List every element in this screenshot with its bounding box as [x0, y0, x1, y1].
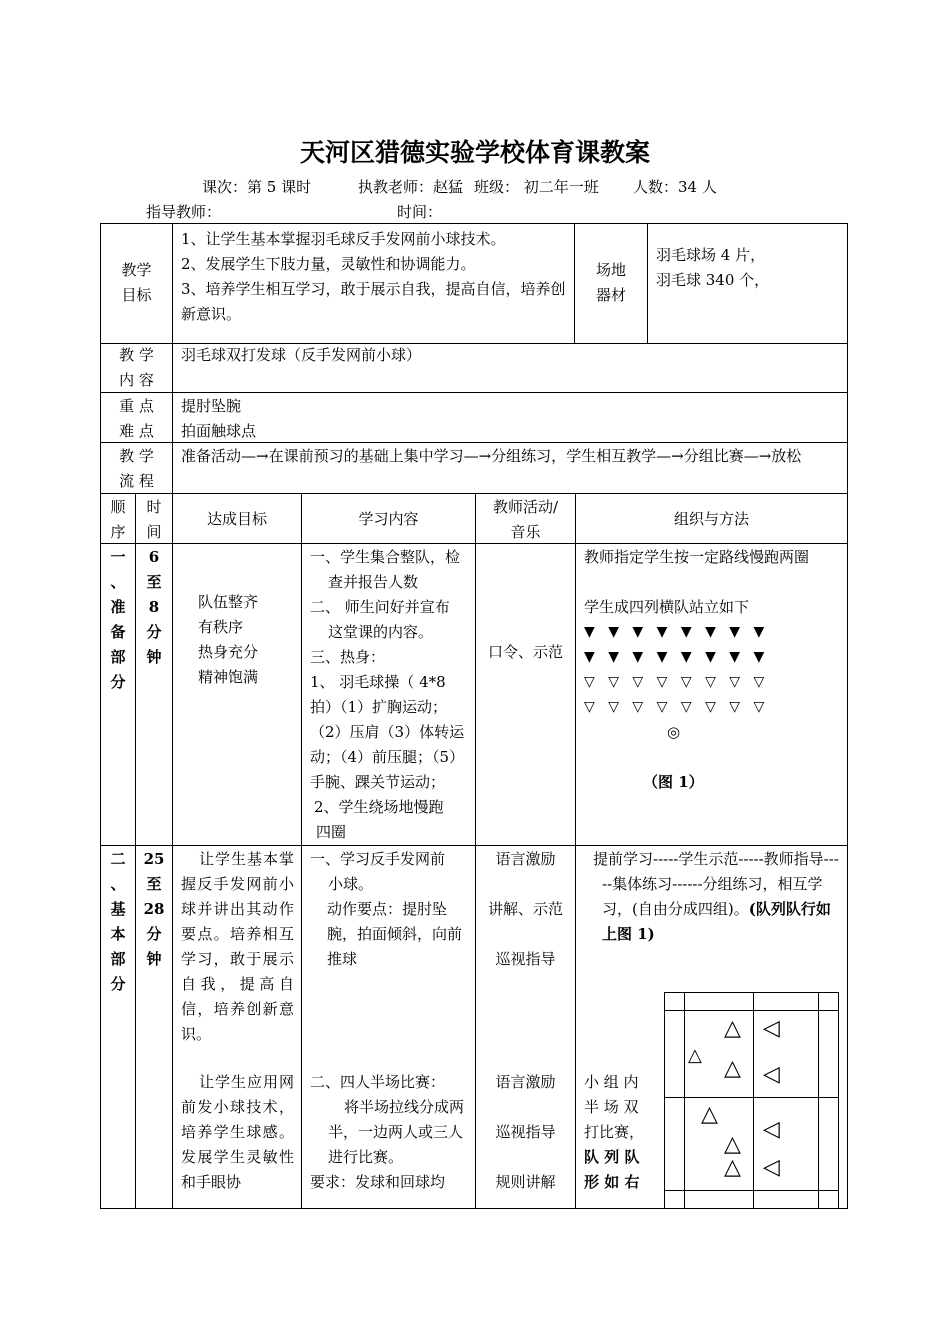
part1-learn	[310, 545, 470, 845]
learn-line: 二、 师生问好并宣布	[310, 598, 450, 616]
part2-org-text	[584, 847, 842, 947]
header-learn: 学习内容	[358, 510, 419, 528]
player-triangle-icon: △	[701, 1102, 718, 1127]
teacher-name: 执教老师：赵猛	[358, 178, 464, 196]
lesson-number: 课次：第 5 课时	[202, 178, 312, 196]
class-name: 班级： 初二年一班	[474, 178, 599, 196]
learn-line: 手腕、踝关节运动；	[310, 773, 446, 791]
learn-line: 动；（4）前压腿；（5）	[310, 748, 465, 766]
part2-learn2-title: 二、四人半场比赛：	[310, 1073, 446, 1091]
part2-teacher-1: 语言激励	[495, 850, 556, 868]
part2-goal2: 让学生应用网前发小球技术，培养学生球感。发展学生灵敏性和手眼协	[181, 1073, 294, 1191]
learn-line: 一、学生集合整队，检	[310, 548, 461, 566]
key-label: 重 点 难 点	[119, 397, 154, 440]
learn-line: （2）压肩（3）体转运	[310, 723, 465, 741]
goal-item: 1、让学生基本掌握羽毛球反手发网前小球技术。	[181, 230, 506, 248]
goal-item: 2、发展学生下肢力量，灵敏性和协调能力。	[181, 255, 476, 273]
formation-row-filled: ▼ ▼ ▼ ▼ ▼ ▼ ▼ ▼	[584, 649, 769, 665]
player-triangle-icon: △	[724, 1132, 741, 1157]
venue-equipment: 羽毛球场 4 片， 羽毛球 340 个，	[656, 246, 770, 289]
part1-goals: 队伍整齐 有秩序 热身充分 精神饱满	[198, 593, 259, 686]
player-left-triangle-icon: ◁	[763, 1117, 780, 1142]
learn-line: 拍）（1）扩胸运动；	[310, 698, 448, 716]
part1-name: 一 、 准 备 部 分	[110, 548, 126, 691]
student-count: 人数：34 人	[633, 178, 717, 196]
header-org: 组织与方法	[673, 510, 749, 528]
lesson-time: 时间：	[397, 203, 443, 221]
part2-org-side-bold: 队 列 队 形 如 右	[584, 1148, 640, 1191]
page-title: 天河区猎德实验学校体育课教案	[299, 138, 650, 167]
part2-org-side: 小 组 内 半 场 双 打比赛，	[584, 1073, 645, 1141]
learn-line: 三、热身：	[310, 648, 386, 666]
part2-teacher-3: 巡视指导	[495, 950, 556, 968]
learn-line: 查并报告人数	[328, 573, 419, 591]
formation-row-filled: ▼ ▼ ▼ ▼ ▼ ▼ ▼ ▼	[584, 624, 769, 640]
player-triangle-icon: △	[724, 1056, 741, 1081]
part1-time: 6 至 8 分 钟	[146, 548, 162, 666]
part2-time: 25 至 28 分 钟	[143, 850, 165, 968]
part2-teacher-6: 规则讲解	[495, 1173, 556, 1191]
teacher-position-icon: ◎	[667, 723, 681, 741]
org-method: 提前学习-----学生示范-----教师指导-----集体练习------分组练习，相互学习，(自由分成四组)。	[593, 850, 839, 918]
part1-teacher: 口令、示范	[487, 643, 563, 661]
part2-teacher-2: 讲解、示范	[487, 900, 563, 918]
goals-list	[181, 227, 571, 327]
flow-content: 准备活动—→在课前预习的基础上集中学习—→分组练习，学生相互教学—→分组比赛—→放松	[181, 447, 802, 465]
key-text: 提肘坠腕 拍面触球点	[181, 397, 257, 440]
formation-row-empty: ▽ ▽ ▽ ▽ ▽ ▽ ▽ ▽	[584, 699, 769, 715]
learn-line: 四圈	[316, 823, 347, 841]
learn-line: 这堂课的内容。	[328, 623, 434, 641]
part2-name: 二 、 基 本 部 分	[110, 850, 126, 993]
player-triangle-icon: △	[724, 1155, 741, 1180]
part2-teacher-4: 语言激励	[495, 1073, 556, 1091]
header-teacher: 教师活动/ 音乐	[492, 498, 559, 541]
formation-row-empty: ▽ ▽ ▽ ▽ ▽ ▽ ▽ ▽	[584, 674, 769, 690]
content-text: 羽毛球双打发球（反手发网前小球）	[181, 346, 422, 364]
goal-item: 3、培养学生相互学习，敢于展示自我，提高自信，培养创新意识。	[181, 280, 566, 323]
player-triangle-icon: △	[688, 1045, 702, 1066]
part2-learn1-title2: 小球。	[328, 875, 374, 893]
flow-text	[181, 444, 845, 469]
player-triangle-icon: △	[724, 1016, 741, 1041]
player-left-triangle-icon: ◁	[763, 1016, 780, 1041]
learn-line: 1、 羽毛球操（ 4*8	[310, 673, 446, 691]
part2-learn2-req: 要求：发球和回球均	[310, 1173, 446, 1191]
figure1-caption: （图 1）	[643, 773, 704, 791]
part1-org-line2: 学生成四列横队站立如下	[584, 598, 750, 616]
header-goal: 达成目标	[206, 510, 267, 528]
advisor: 指导教师：	[146, 203, 222, 221]
player-left-triangle-icon: ◁	[763, 1062, 780, 1087]
player-left-triangle-icon: ◁	[763, 1155, 780, 1180]
content-label: 教 学 内 容	[119, 346, 154, 389]
org-formation-note: (队列队行如上图 1)	[602, 900, 831, 943]
header-time: 时 间	[146, 498, 162, 541]
flow-label: 教 学 流 程	[119, 447, 154, 490]
part1-org-line1: 教师指定学生按一定路线慢跑两圈	[584, 548, 810, 566]
goals-label: 教学 目标	[121, 261, 152, 304]
part2-learn1-body: 动作要点：提肘坠腕，拍面倾斜，向前推球	[327, 900, 463, 968]
part2-teacher-5: 巡视指导	[495, 1123, 556, 1141]
venue-label: 场地 器材	[595, 261, 626, 304]
header-order: 顺 序	[110, 498, 126, 541]
part2-goal1: 让学生基本掌握反手发网前小球并讲出其动作要点。培养相互学习，敢于展示自我，提高自信，培养创新意识。	[181, 850, 294, 1043]
part2-learn1-title: 一、学习反手发网前	[310, 850, 446, 868]
learn-line: 2、学生绕场地慢跑	[314, 798, 444, 816]
part2-learn2-body: 将半场拉线分成两半，一边两人或三人进行比赛。	[328, 1098, 465, 1166]
